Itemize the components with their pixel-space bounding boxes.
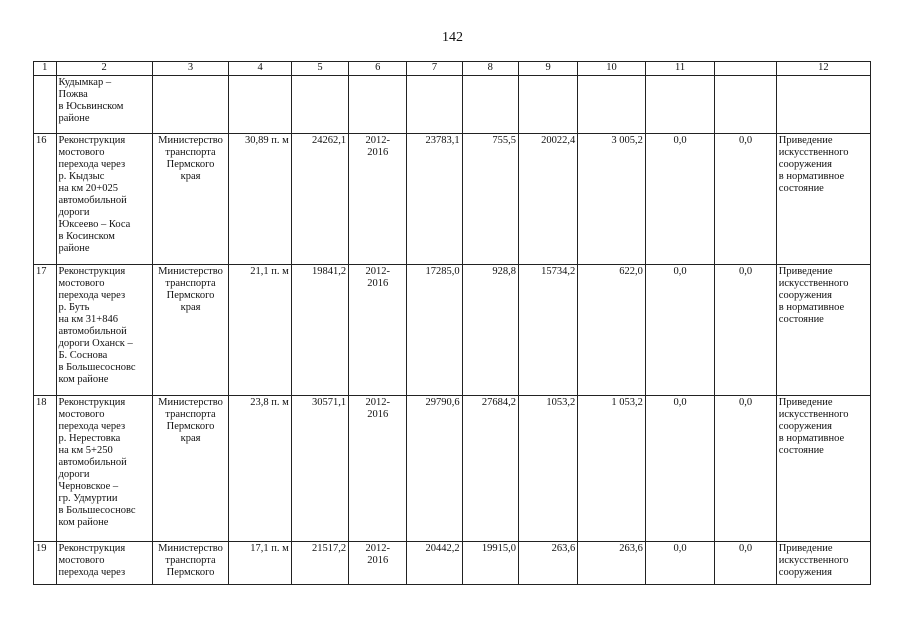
period-cell: 2012- 2016	[349, 396, 407, 542]
result-cell: Приведение искусственного сооружения в нормативное состояние	[776, 265, 870, 396]
value-cell: 23783,1	[407, 134, 462, 265]
table-row	[34, 542, 871, 585]
value-cell: 0,0	[715, 134, 776, 265]
value-cell: 19841,2	[291, 265, 348, 396]
value-cell	[645, 76, 715, 134]
header-cell: 3	[152, 62, 229, 76]
value-cell: 0,0	[645, 265, 715, 396]
value-cell: 27684,2	[462, 396, 518, 542]
row-number: 17	[34, 265, 57, 396]
table-row	[34, 396, 871, 542]
value-cell: 0,0	[645, 542, 715, 585]
value-cell	[578, 76, 646, 134]
value-cell	[462, 76, 518, 134]
header-cell: 9	[518, 62, 577, 76]
value-cell	[715, 76, 776, 134]
value-cell: 1 053,2	[578, 396, 646, 542]
header-cell	[715, 62, 776, 76]
value-cell: 3 005,2	[578, 134, 646, 265]
responsible-org: Министерство транспорта Пермского края	[152, 265, 229, 396]
header-cell: 6	[349, 62, 407, 76]
table-row	[34, 76, 871, 134]
value-cell: 0,0	[715, 542, 776, 585]
value-cell: 0,0	[645, 396, 715, 542]
value-cell	[518, 76, 577, 134]
header-row	[34, 62, 871, 76]
value-cell: 17285,0	[407, 265, 462, 396]
responsible-org: Министерство транспорта Пермского	[152, 542, 229, 585]
header-cell: 2	[56, 62, 152, 76]
header-cell: 1	[34, 62, 57, 76]
row-number: 18	[34, 396, 57, 542]
header-cell: 4	[229, 62, 291, 76]
period-cell: 2012- 2016	[349, 265, 407, 396]
value-cell: 24262,1	[291, 134, 348, 265]
value-cell: 15734,2	[518, 265, 577, 396]
result-cell: Приведение искусственного сооружения	[776, 542, 870, 585]
value-cell: 21517,2	[291, 542, 348, 585]
value-cell: 0,0	[715, 396, 776, 542]
value-cell: 0,0	[645, 134, 715, 265]
period-cell: 2012- 2016	[349, 134, 407, 265]
value-cell: 928,8	[462, 265, 518, 396]
value-cell: 29790,6	[407, 396, 462, 542]
header-cell: 12	[776, 62, 870, 76]
length-cell	[229, 76, 291, 134]
result-cell: Приведение искусственного сооружения в нормативное состояние	[776, 396, 870, 542]
result-cell	[776, 76, 870, 134]
value-cell	[291, 76, 348, 134]
length-cell: 30,89 п. м	[229, 134, 291, 265]
row-number: 19	[34, 542, 57, 585]
header-cell: 7	[407, 62, 462, 76]
value-cell: 622,0	[578, 265, 646, 396]
header-cell: 10	[578, 62, 646, 76]
value-cell: 263,6	[578, 542, 646, 585]
length-cell: 17,1 п. м	[229, 542, 291, 585]
value-cell: 263,6	[518, 542, 577, 585]
object-name: Кудымкар – Пожва в Юсьвинском районе	[56, 76, 152, 134]
responsible-org: Министерство транспорта Пермского края	[152, 396, 229, 542]
row-number: 16	[34, 134, 57, 265]
table-row	[34, 265, 871, 396]
length-cell: 21,1 п. м	[229, 265, 291, 396]
value-cell: 1053,2	[518, 396, 577, 542]
page-number: 142	[442, 30, 463, 45]
period-cell: 2012- 2016	[349, 542, 407, 585]
result-cell: Приведение искусственного сооружения в нормативное состояние	[776, 134, 870, 265]
object-name: Реконструкция мостового перехода через р. Нерестовка на км 5+250 автомобильной дороги Черновское – гр. Удмуртии в Большесосновс ком районе	[56, 396, 152, 542]
period-cell	[349, 76, 407, 134]
header-cell: 5	[291, 62, 348, 76]
object-name: Реконструкция мостового перехода через р. Буть на км 31+846 автомобильной дороги Оханск – Б. Соснова в Большесосновс ком районе	[56, 265, 152, 396]
responsible-org	[152, 76, 229, 134]
header-cell: 8	[462, 62, 518, 76]
value-cell: 0,0	[715, 265, 776, 396]
object-name: Реконструкция мостового перехода через	[56, 542, 152, 585]
object-name: Реконструкция мостового перехода через р. Кыдзыс на км 20+025 автомобильной дороги Юксеево – Коса в Косинском районе	[56, 134, 152, 265]
row-number	[34, 76, 57, 134]
responsible-org: Министерство транспорта Пермского края	[152, 134, 229, 265]
header-cell: 11	[645, 62, 715, 76]
data-table	[33, 61, 871, 585]
value-cell: 20442,2	[407, 542, 462, 585]
length-cell: 23,8 п. м	[229, 396, 291, 542]
value-cell: 755,5	[462, 134, 518, 265]
table-row	[34, 134, 871, 265]
value-cell: 20022,4	[518, 134, 577, 265]
value-cell: 30571,1	[291, 396, 348, 542]
value-cell: 19915,0	[462, 542, 518, 585]
value-cell	[407, 76, 462, 134]
